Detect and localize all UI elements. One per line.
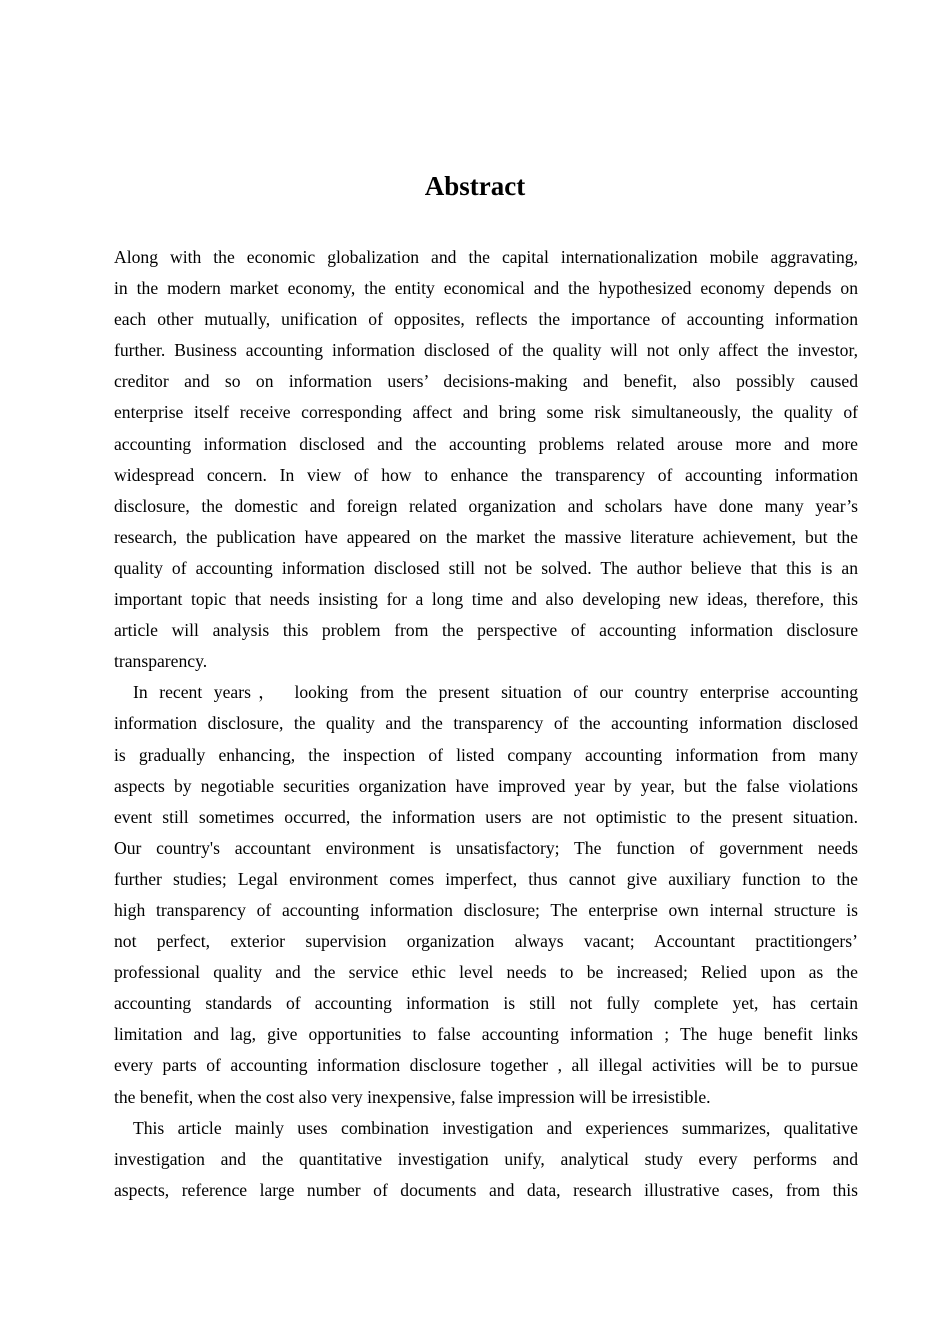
text-line: is gradually enhancing, the inspection of listed company accounting information from many	[114, 744, 858, 765]
text-line: aspects, reference large number of documents and data, research illustrative cases, from this	[114, 1179, 858, 1200]
text-line: information disclosure, the quality and the transparency of the accounting information disclosed	[114, 713, 858, 734]
text-line: event still sometimes occurred, the information users are not optimistic to the present situation.	[114, 806, 858, 827]
text-line: in the modern market economy, the entity economical and the hypothesized economy depends on	[114, 278, 858, 299]
text-line: high transparency of accounting information disclosure; The enterprise own internal structure is	[114, 899, 858, 920]
text-line: quality of accounting information disclosed still not be solved. The author believe that this is an	[114, 557, 858, 578]
text-line: research, the publication have appeared on the market the massive literature achievement, but the	[114, 526, 858, 547]
text-line: important topic that needs insisting for a long time and also developing new ideas, therefore, this	[114, 589, 858, 610]
text-line: the benefit, when the cost also very inexpensive, false impression will be irresistible.	[114, 1086, 711, 1107]
text-line: accounting information disclosed and the accounting problems related arouse more and more	[114, 433, 858, 454]
text-line: every parts of accounting information disclosure together , all illegal activities will be to pursue	[114, 1055, 858, 1076]
paragraph-3	[114, 1113, 858, 1206]
text-line: limitation and lag, give opportunities to false accounting information ; The huge benefit links	[114, 1024, 858, 1045]
paragraph-1	[114, 242, 858, 677]
text-line: further studies; Legal environment comes imperfect, thus cannot give auxiliary function to the	[114, 868, 858, 889]
text-line: professional quality and the service ethic level needs to be increased; Relied upon as the	[114, 962, 858, 983]
text-line: aspects by negotiable securities organization have improved year by year, but the false violations	[114, 775, 858, 796]
text-line: investigation and the quantitative investigation unify, analytical study every performs and	[114, 1148, 858, 1169]
text-line: enterprise itself receive corresponding affect and bring some risk simultaneously, the quality of	[114, 402, 858, 423]
text-line: transparency.	[114, 651, 208, 672]
text-line: Along with the economic globalization and the capital internationalization mobile aggravating,	[114, 247, 858, 267]
text-line: article will analysis this problem from the perspective of accounting information disclosure	[114, 620, 858, 641]
text-line: widespread concern. In view of how to enhance the transparency of accounting information	[114, 464, 858, 485]
text-line: Our country's accountant environment is unsatisfactory; The function of government needs	[114, 837, 858, 858]
text-line: further. Business accounting information disclosed of the quality will not only affect the investor,	[114, 340, 858, 361]
text-line: each other mutually, unification of opposites, reflects the importance of accounting information	[114, 309, 858, 330]
paragraph-2	[114, 677, 858, 1112]
text-line: creditor and so on information users’ decisions-making and benefit, also possibly caused	[114, 371, 858, 392]
text-line: disclosure, the domestic and foreign related organization and scholars have done many year’s	[114, 495, 858, 516]
text-line: In recent years， looking from the present situation of our country enterprise accounting	[133, 682, 858, 703]
text-line: This article mainly uses combination investigation and experiences summarizes, qualitative	[133, 1117, 858, 1138]
abstract-title: Abstract	[424, 171, 526, 201]
text-line: not perfect, exterior supervision organization always vacant; Accountant practitiongers’	[114, 931, 858, 952]
text-line: accounting standards of accounting information is still not fully complete yet, has certain	[114, 993, 858, 1014]
abstract-body	[114, 242, 858, 1206]
